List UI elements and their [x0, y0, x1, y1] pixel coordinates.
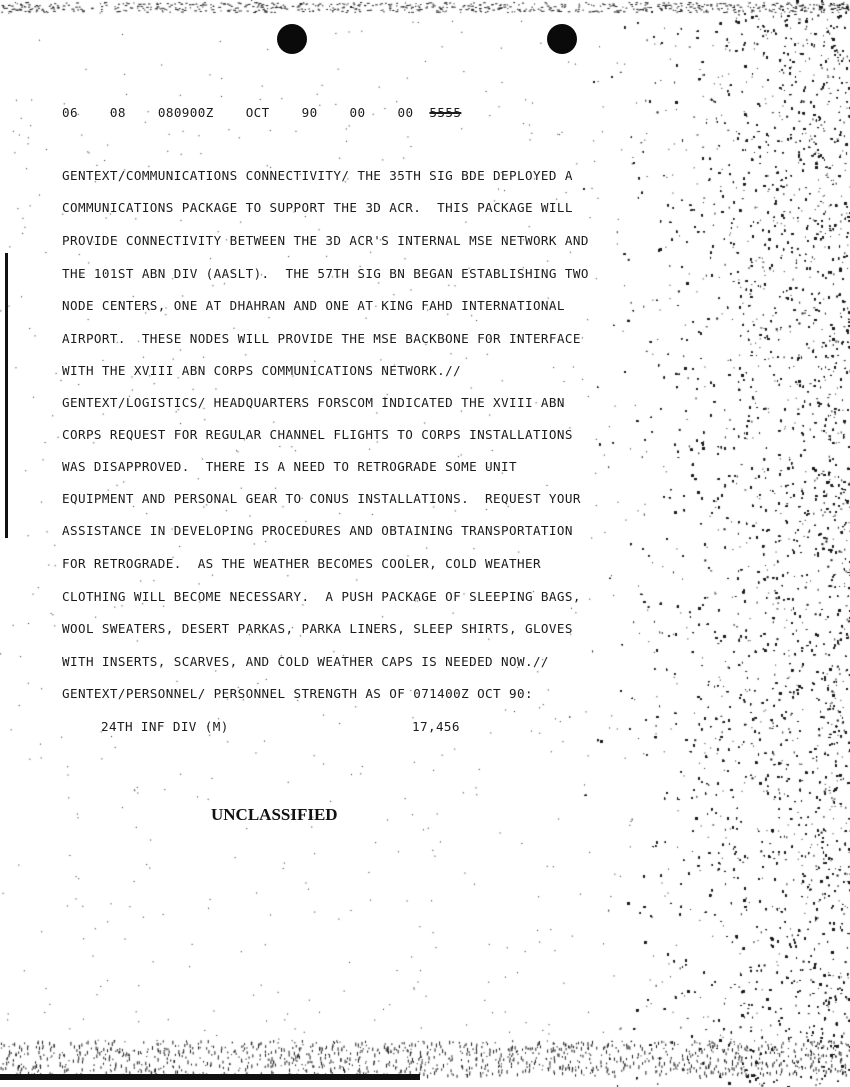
body-line: EQUIPMENT AND PERSONAL GEAR TO CONUS INSTALLATIONS. REQUEST YOUR [62, 491, 581, 506]
body-line: FOR RETROGRADE. AS THE WEATHER BECOMES COOLER, COLD WEATHER [62, 556, 541, 571]
body-line: AIRPORT. THESE NODES WILL PROVIDE THE MSE BACKBONE FOR INTERFACE [62, 331, 581, 346]
classification-marking: UNCLASSIFIED [211, 805, 338, 824]
body-line: WOOL SWEATERS, DESERT PARKAS, PARKA LINERS, SLEEP SHIRTS, GLOVES [62, 621, 573, 636]
body-line: WITH THE XVIII ABN CORPS COMMUNICATIONS NETWORK.// [62, 363, 462, 378]
body-line: CLOTHING WILL BECOME NECESSARY. A PUSH PACKAGE OF SLEEPING BAGS, [62, 589, 581, 604]
header-struck-code: 5555 [429, 105, 462, 120]
body-line: WITH INSERTS, SCARVES, AND COLD WEATHER CAPS IS NEEDED NOW.// [62, 654, 549, 669]
body-line: THE 101ST ABN DIV (AASLT). THE 57TH SIG BN BEGAN ESTABLISHING TWO [62, 266, 589, 281]
punch-hole-right [547, 24, 577, 54]
punch-hole-left [277, 24, 307, 54]
body-line: GENTEXT/COMMUNICATIONS CONNECTIVITY/ THE 35TH SIG BDE DEPLOYED A [62, 168, 573, 183]
body-line: ASSISTANCE IN DEVELOPING PROCEDURES AND OBTAINING TRANSPORTATION [62, 523, 573, 538]
message-header [62, 105, 461, 121]
strength-value: 17,456 [412, 719, 460, 734]
body-line: COMMUNICATIONS PACKAGE TO SUPPORT THE 3D ACR. THIS PACKAGE WILL [62, 200, 573, 215]
body-line: GENTEXT/LOGISTICS/ HEADQUARTERS FORSCOM INDICATED THE XVIII ABN [62, 395, 565, 410]
strength-unit: 24TH INF DIV (M) [101, 719, 229, 734]
body-line: CORPS REQUEST FOR REGULAR CHANNEL FLIGHTS TO CORPS INSTALLATIONS [62, 427, 573, 442]
body-line: NODE CENTERS, ONE AT DHAHRAN AND ONE AT KING FAHD INTERNATIONAL [62, 298, 565, 313]
body-line: WAS DISAPPROVED. THERE IS A NEED TO RETROGRADE SOME UNIT [62, 459, 517, 474]
bottom-edge-bar [0, 1074, 420, 1080]
header-dtg: 06 08 080900Z OCT 90 00 00 [62, 105, 414, 120]
body-line: GENTEXT/PERSONNEL/ PERSONNEL STRENGTH AS OF 071400Z OCT 90: [62, 686, 533, 701]
body-line: PROVIDE CONNECTIVITY BETWEEN THE 3D ACR'S INTERNAL MSE NETWORK AND [62, 233, 589, 248]
left-margin-bar [5, 253, 8, 538]
